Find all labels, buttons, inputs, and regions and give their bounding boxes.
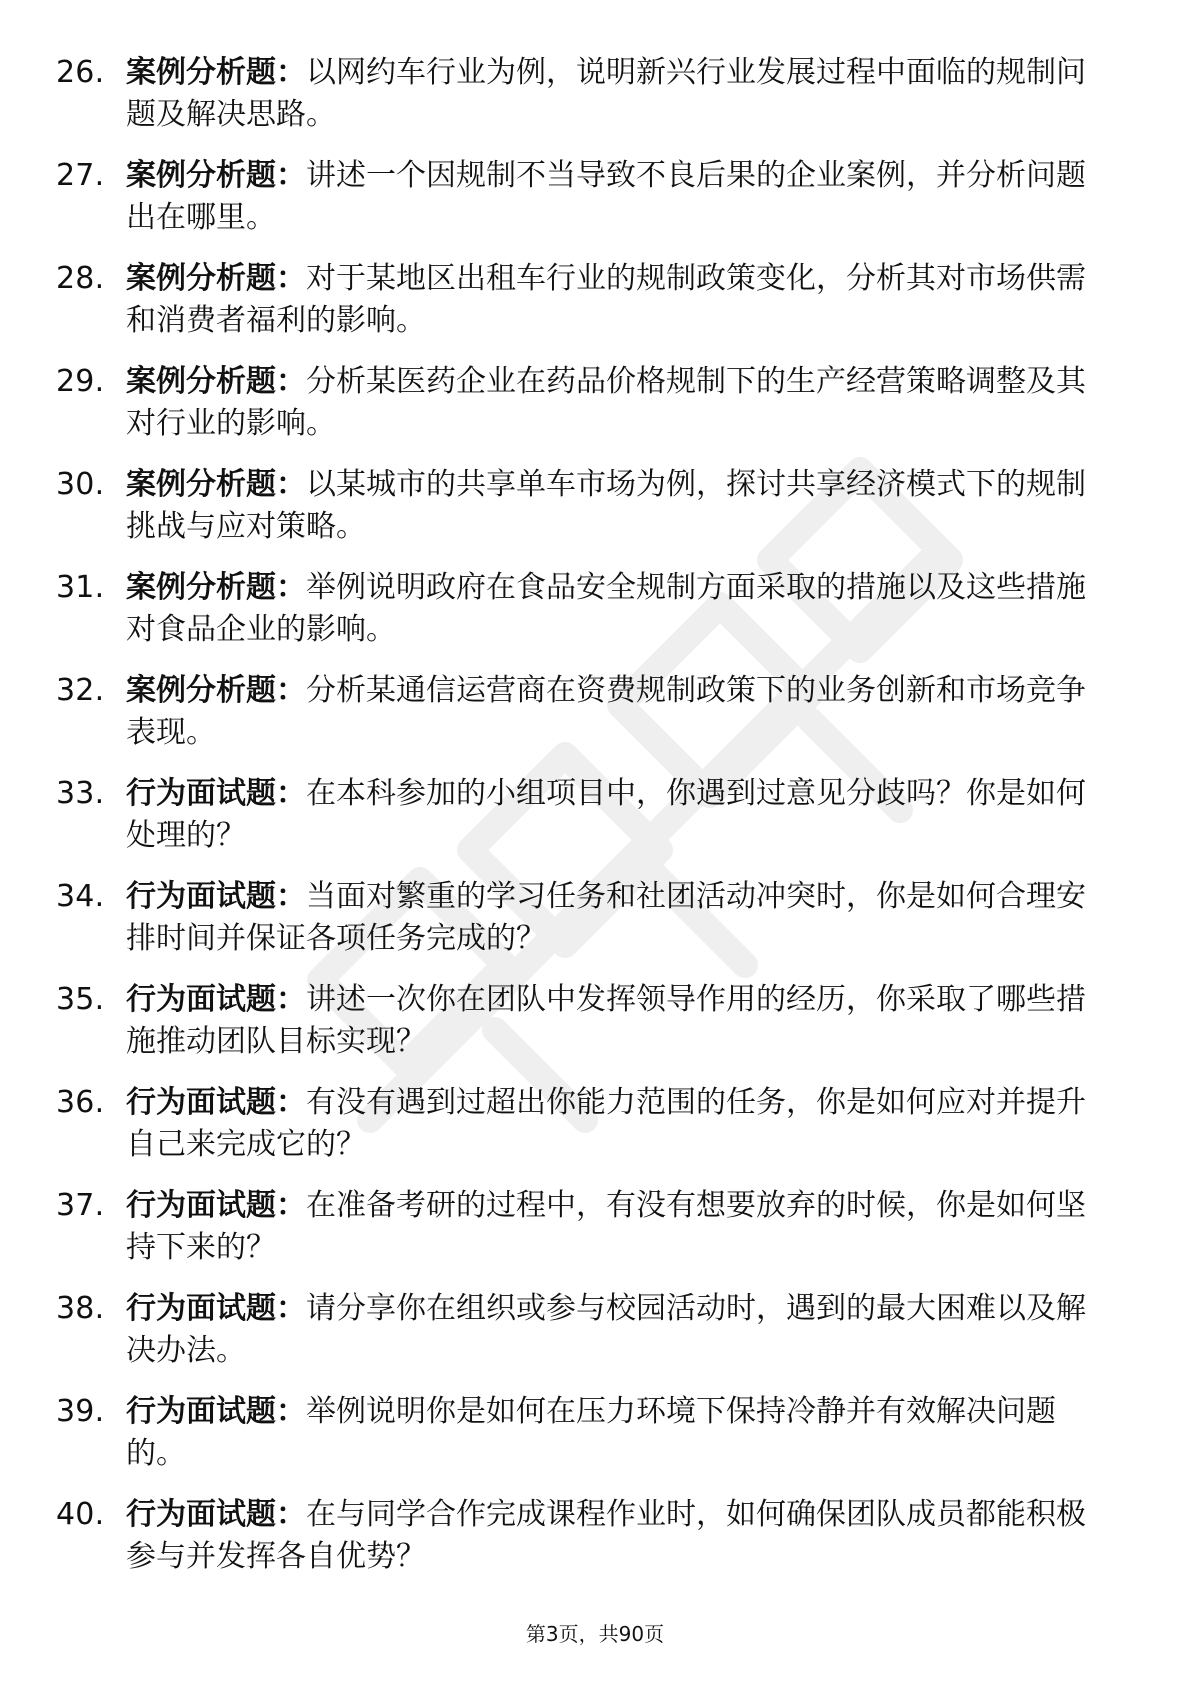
question-category: 行为面试题： — [126, 982, 306, 1017]
question-text-block — [126, 567, 1101, 651]
question-number: 38. — [56, 1291, 105, 1326]
question-number: 26. — [56, 55, 105, 90]
question-text-block — [126, 1494, 1101, 1578]
question-body: 举例说明政府在食品安全规制方面采取的措施以及这些措施对食品企业的影响。 — [126, 570, 1086, 647]
question-number: 30. — [56, 467, 105, 502]
question-item-29 — [56, 361, 1136, 447]
question-number: 34. — [56, 879, 105, 914]
question-number: 31. — [56, 570, 105, 605]
question-category: 案例分析题： — [126, 158, 306, 193]
question-item-26 — [56, 52, 1136, 138]
question-number: 29. — [56, 364, 105, 399]
question-number: 37. — [56, 1188, 105, 1223]
page-number-label: 第3页，共90页 — [525, 1622, 665, 1646]
question-category: 行为面试题： — [126, 879, 306, 914]
question-body: 在与同学合作完成课程作业时，如何确保团队成员都能积极参与并发挥各自优势？ — [126, 1497, 1086, 1574]
question-text-block — [126, 1082, 1101, 1166]
question-category: 行为面试题： — [126, 1085, 306, 1120]
question-number: 39. — [56, 1394, 105, 1429]
question-number: 33. — [56, 776, 105, 811]
question-category: 案例分析题： — [126, 570, 306, 605]
question-category: 行为面试题： — [126, 1394, 306, 1429]
question-body: 在本科参加的小组项目中，你遇到过意见分歧吗？你是如何处理的？ — [126, 776, 1086, 853]
question-body: 讲述一个因规制不当导致不良后果的企业案例，并分析问题出在哪里。 — [126, 158, 1086, 235]
question-body: 在准备考研的过程中，有没有想要放弃的时候，你是如何坚持下来的？ — [126, 1188, 1086, 1265]
question-body: 分析某通信运营商在资费规制政策下的业务创新和市场竞争表现。 — [126, 673, 1086, 750]
question-body: 分析某医药企业在药品价格规制下的生产经营策略调整及其对行业的影响。 — [126, 364, 1086, 441]
question-number: 35. — [56, 982, 105, 1017]
question-text-block — [126, 361, 1101, 445]
page-footer — [0, 1620, 1190, 1648]
question-text-block — [126, 1391, 1101, 1475]
question-category: 案例分析题： — [126, 261, 306, 296]
question-list — [56, 52, 1136, 1597]
question-category: 行为面试题： — [126, 1291, 306, 1326]
question-text-block — [126, 155, 1101, 239]
question-body: 请分享你在组织或参与校园活动时，遇到的最大困难以及解决办法。 — [126, 1291, 1086, 1368]
question-item-39 — [56, 1391, 1136, 1477]
question-number: 27. — [56, 158, 105, 193]
question-item-37 — [56, 1185, 1136, 1271]
question-text-block — [126, 464, 1101, 548]
question-body: 举例说明你是如何在压力环境下保持冷静并有效解决问题的。 — [126, 1394, 1056, 1471]
question-number: 40. — [56, 1497, 105, 1532]
question-text-block — [126, 670, 1101, 754]
question-category: 案例分析题： — [126, 467, 306, 502]
question-number: 32. — [56, 673, 105, 708]
question-category: 案例分析题： — [126, 55, 306, 90]
question-text-block — [126, 52, 1101, 136]
question-item-28 — [56, 258, 1136, 344]
question-body: 以某城市的共享单车市场为例，探讨共享经济模式下的规制挑战与应对策略。 — [126, 467, 1086, 544]
question-number: 36. — [56, 1085, 105, 1120]
question-body: 对于某地区出租车行业的规制政策变化，分析其对市场供需和消费者福利的影响。 — [126, 261, 1086, 338]
question-category: 案例分析题： — [126, 673, 306, 708]
question-category: 案例分析题： — [126, 364, 306, 399]
question-item-32 — [56, 670, 1136, 756]
question-number: 28. — [56, 261, 105, 296]
question-text-block — [126, 979, 1101, 1063]
question-item-31 — [56, 567, 1136, 653]
question-body: 有没有遇到过超出你能力范围的任务，你是如何应对并提升自己来完成它的？ — [126, 1085, 1086, 1162]
question-body: 以网约车行业为例，说明新兴行业发展过程中面临的规制问题及解决思路。 — [126, 55, 1086, 132]
question-text-block — [126, 876, 1101, 960]
question-item-38 — [56, 1288, 1136, 1374]
question-text-block — [126, 258, 1101, 342]
question-item-27 — [56, 155, 1136, 241]
question-category: 行为面试题： — [126, 776, 306, 811]
question-item-30 — [56, 464, 1136, 550]
question-item-40 — [56, 1494, 1136, 1580]
question-item-35 — [56, 979, 1136, 1065]
question-text-block — [126, 773, 1101, 857]
question-category: 行为面试题： — [126, 1497, 306, 1532]
question-category: 行为面试题： — [126, 1188, 306, 1223]
question-item-36 — [56, 1082, 1136, 1168]
question-item-34 — [56, 876, 1136, 962]
question-item-33 — [56, 773, 1136, 859]
question-body: 当面对繁重的学习任务和社团活动冲突时，你是如何合理安排时间并保证各项任务完成的？ — [126, 879, 1086, 956]
question-text-block — [126, 1185, 1101, 1269]
question-text-block — [126, 1288, 1101, 1372]
question-body: 讲述一次你在团队中发挥领导作用的经历，你采取了哪些措施推动团队目标实现？ — [126, 982, 1086, 1059]
